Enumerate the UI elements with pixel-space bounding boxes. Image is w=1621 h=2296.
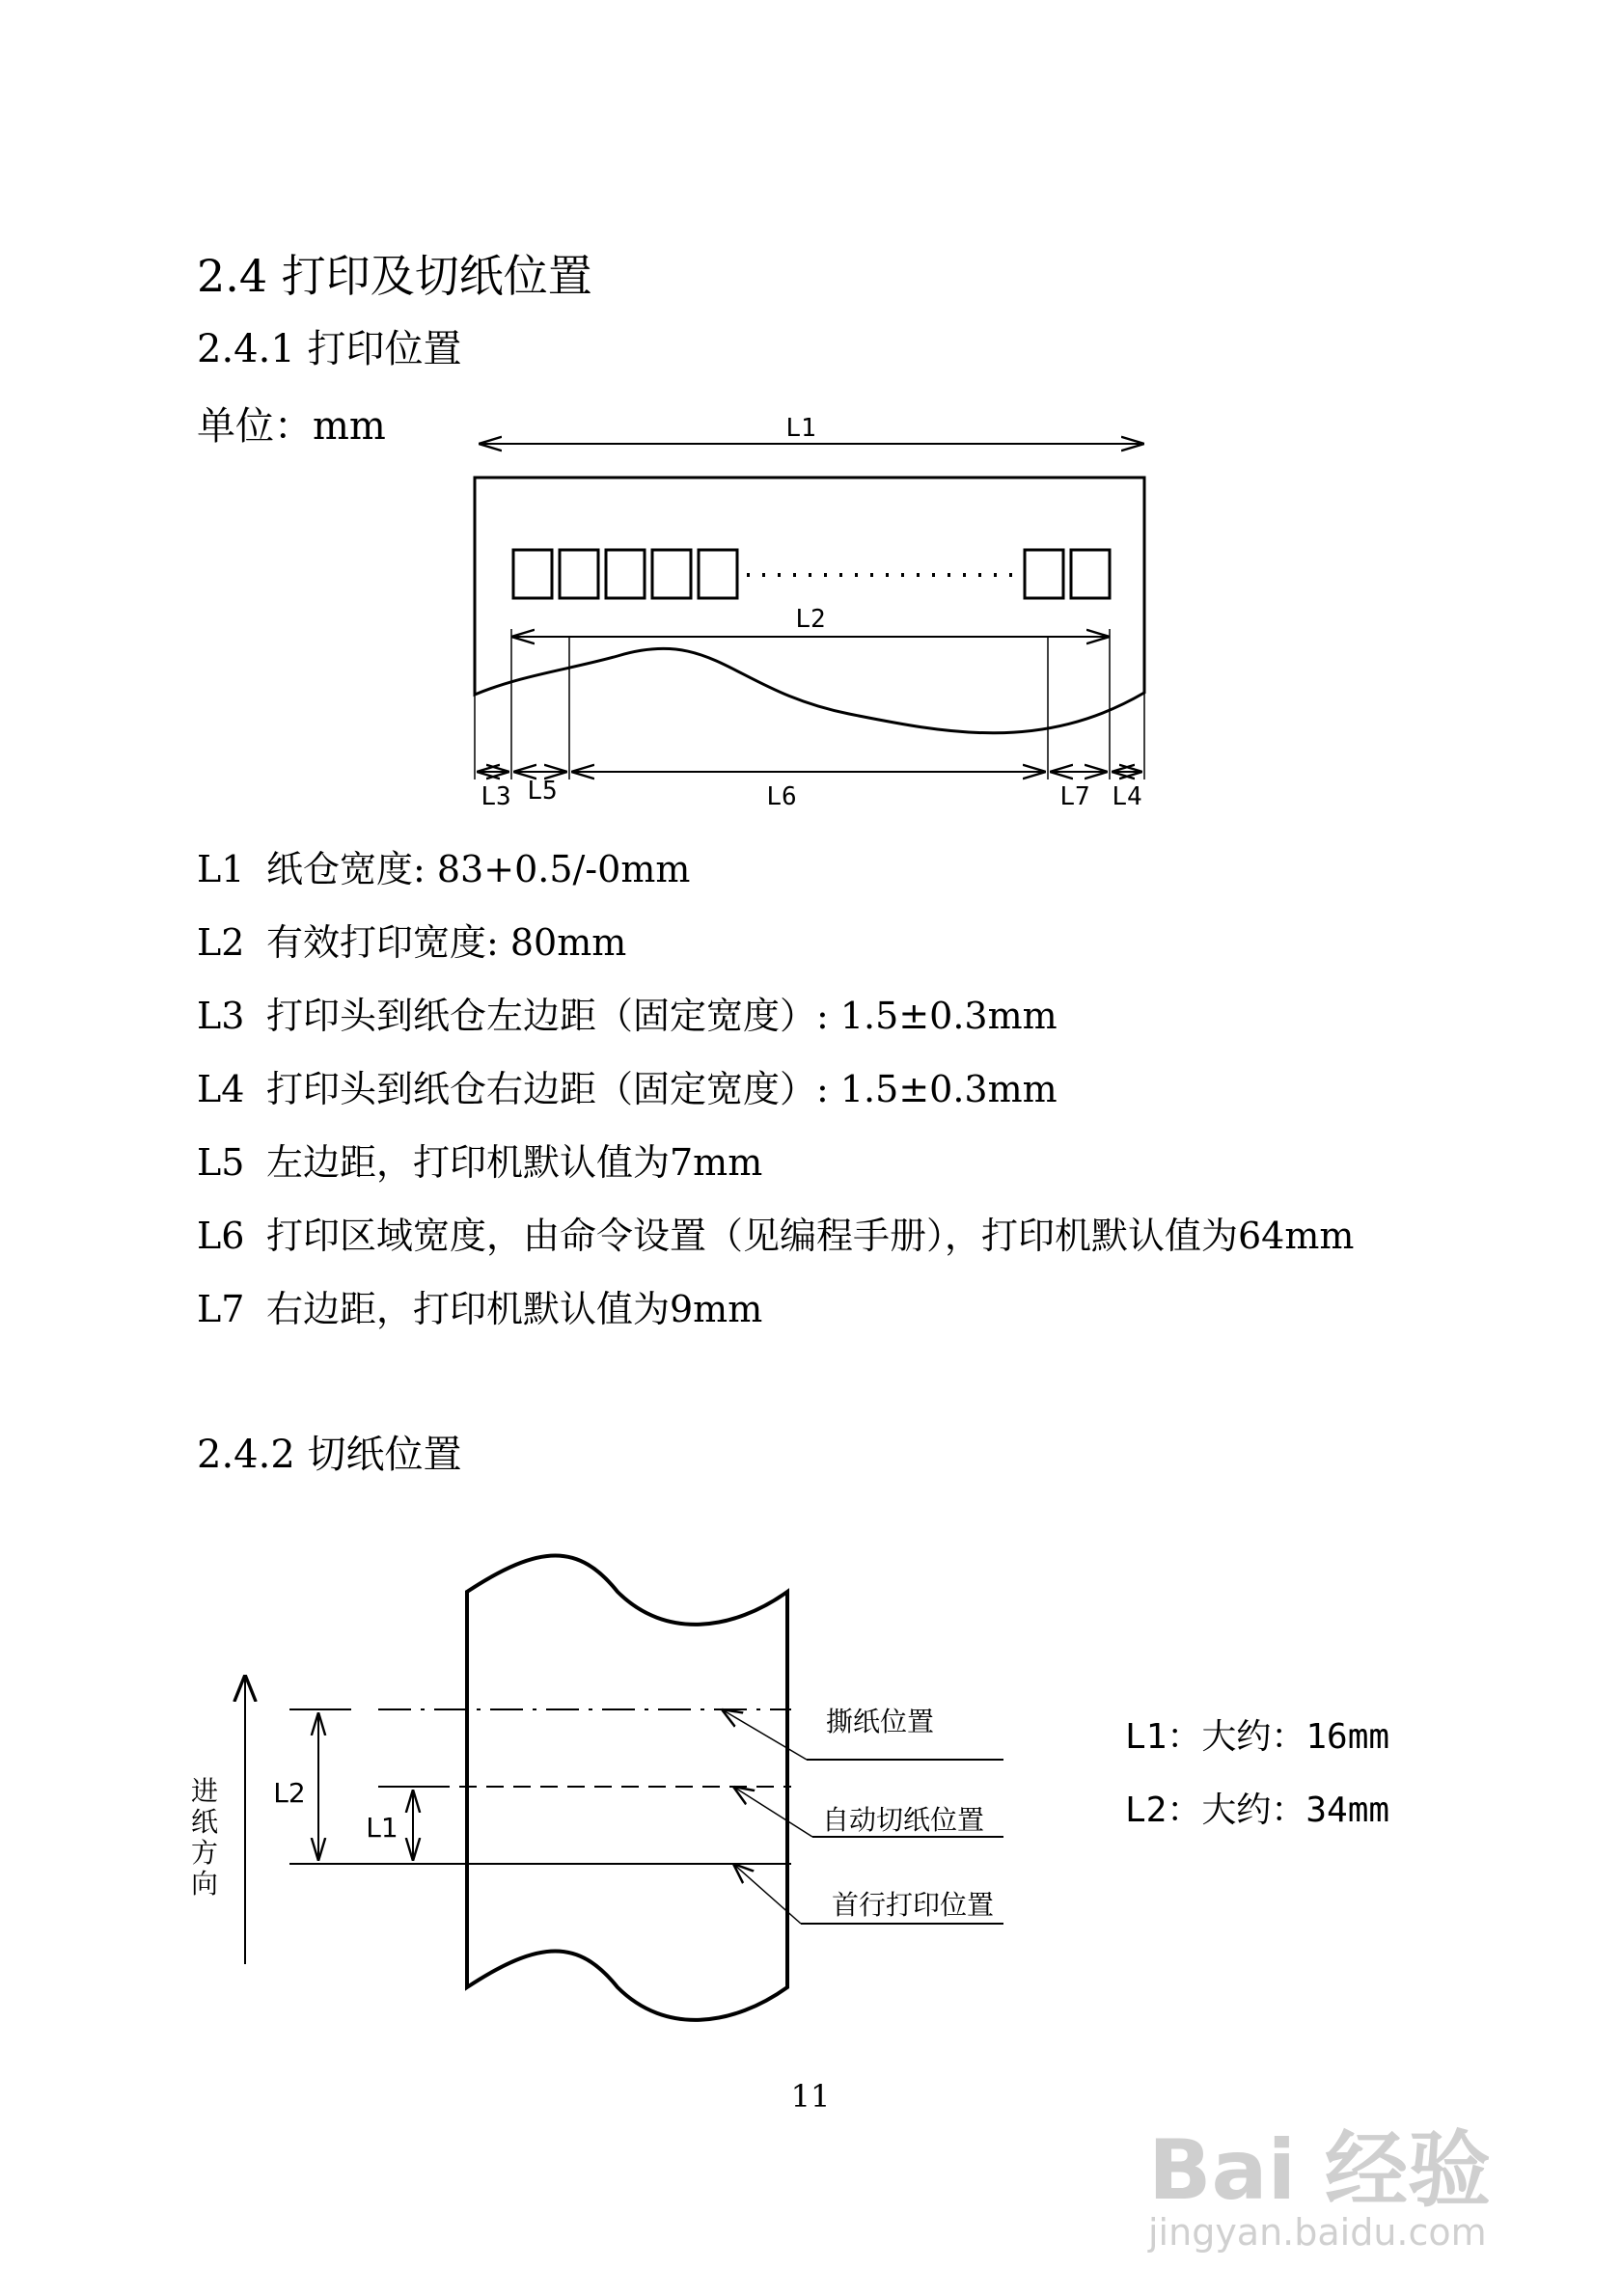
autocut-callout: 自动切纸位置: [822, 1804, 985, 1836]
l2-cut-label: L2: [273, 1777, 306, 1809]
section-title: 2.4 打印及切纸位置: [197, 250, 592, 302]
feed-direction-char: 方: [190, 1837, 219, 1869]
paper-strip: [467, 1556, 787, 2020]
print-position-title: 2.4.1 打印位置: [197, 327, 462, 371]
spec-text: 打印区域宽度，由命令设置（见编程手册），打印机默认值为64mm: [266, 1215, 1355, 1257]
tear-callout: 撕纸位置: [826, 1706, 935, 1737]
spec-key: L2: [197, 921, 245, 964]
l1-cut-label: L1: [366, 1812, 398, 1844]
unit-label: 单位：mm: [197, 404, 386, 449]
l6-label: L6: [766, 782, 797, 811]
spec-key: L4: [197, 1068, 245, 1110]
spec-text: 纸仓宽度: 83+0.5/-0mm: [266, 848, 691, 890]
cut-position-title: 2.4.2 切纸位置: [197, 1433, 462, 1477]
feed-direction-char: 纸: [190, 1806, 219, 1838]
cut-note-l1: L1：大约：16mm: [1125, 1717, 1390, 1757]
feed-direction-char: 向: [190, 1868, 219, 1900]
spec-text: 有效打印宽度: 80mm: [266, 921, 627, 964]
spec-key: L5: [197, 1141, 245, 1184]
spec-key: L7: [197, 1288, 245, 1330]
spec-key: L1: [197, 848, 245, 890]
autocut-leader: [733, 1787, 812, 1837]
l5-label: L5: [527, 777, 558, 806]
firstline-callout: 首行打印位置: [832, 1889, 995, 1921]
l4-label: L4: [1112, 782, 1142, 811]
spec-text: 左边距，打印机默认值为7mm: [266, 1141, 763, 1184]
spec-text: 打印头到纸仓右边距（固定宽度）: 1.5±0.3mm: [266, 1068, 1058, 1110]
baidu-watermark-url: jingyan.baidu.com: [1148, 2211, 1487, 2254]
tear-leader: [722, 1709, 807, 1760]
cut-note-l2: L2：大约：34mm: [1125, 1790, 1390, 1830]
feed-direction-char: 进: [190, 1775, 219, 1807]
spec-text: 打印头到纸仓左边距（固定宽度）: 1.5±0.3mm: [266, 995, 1058, 1037]
l2-label: L2: [795, 605, 826, 634]
l1-label: L1: [785, 414, 816, 443]
l3-label: L3: [481, 782, 511, 811]
spec-text: 右边距，打印机默认值为9mm: [266, 1288, 763, 1330]
spec-key: L6: [197, 1215, 245, 1257]
firstline-leader: [733, 1864, 801, 1924]
page-number: 11: [790, 2078, 831, 2115]
l7-label: L7: [1059, 782, 1090, 811]
spec-key: L3: [197, 995, 245, 1037]
baidu-watermark-brand: Bai 经验: [1148, 2122, 1492, 2219]
